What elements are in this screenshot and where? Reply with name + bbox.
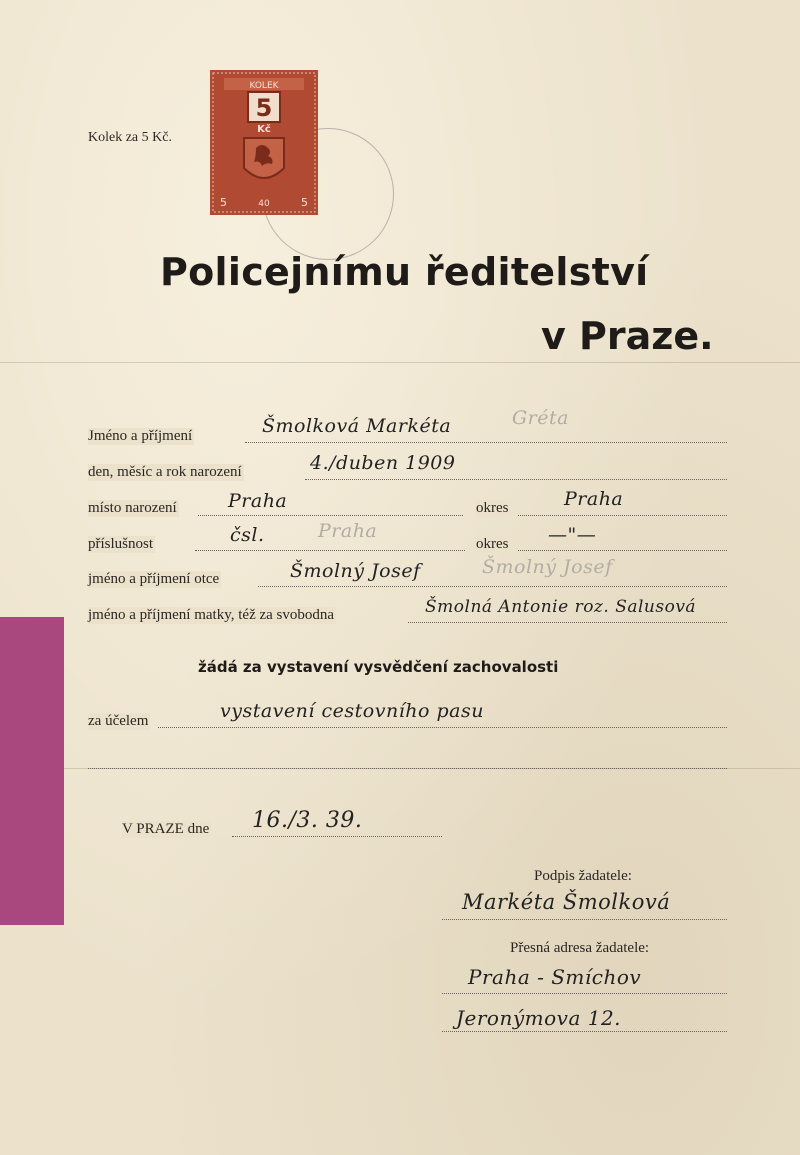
dotted-line bbox=[518, 550, 727, 551]
citizenship-label: příslušnost bbox=[88, 536, 154, 552]
dotted-line bbox=[305, 479, 727, 480]
signature-value: Markéta Šmolková bbox=[462, 890, 671, 914]
citizenship-alt-value: Praha bbox=[318, 520, 378, 542]
stamp-value: 5 bbox=[255, 94, 273, 122]
address-line1: Praha - Smíchov bbox=[468, 965, 642, 989]
mother-label: jméno a příjmení matky, též za svobodna bbox=[88, 607, 335, 623]
citizenship-value: čsl. bbox=[230, 524, 265, 546]
dotted-line bbox=[158, 727, 727, 728]
birth-value: 4./duben 1909 bbox=[310, 452, 456, 474]
stamp-currency: Kč bbox=[257, 124, 271, 135]
birthplace-value: Praha bbox=[228, 490, 288, 512]
mother-value: Šmolná Antonie roz. Salusová bbox=[425, 597, 697, 617]
address-line2: Jeronýmova 12. bbox=[456, 1006, 622, 1030]
stamp-bottom-text: 40 bbox=[258, 199, 270, 209]
father-label: jméno a příjmení otce bbox=[88, 571, 220, 587]
stamp-top-text: KOLEK bbox=[249, 81, 279, 91]
dotted-line bbox=[258, 586, 727, 587]
dotted-line bbox=[408, 622, 727, 623]
dotted-line bbox=[442, 993, 727, 994]
district-value: Praha bbox=[564, 488, 624, 510]
dotted-line bbox=[195, 550, 465, 551]
stamp-note: Kolek za 5 Kč. bbox=[88, 130, 172, 145]
magenta-marker-tab bbox=[0, 617, 64, 925]
document-title-city: v Praze. bbox=[541, 314, 714, 358]
purpose-label: za účelem bbox=[88, 713, 149, 729]
date-value: 16./3. 39. bbox=[252, 808, 363, 833]
signature-label: Podpis žadatele: bbox=[534, 868, 632, 884]
dotted-line bbox=[442, 919, 727, 920]
district-label: okres bbox=[476, 500, 509, 516]
name-alt-value: Gréta bbox=[512, 407, 569, 429]
father-alt-value: Šmolný Josef bbox=[482, 556, 613, 578]
birth-label: den, měsíc a rok narození bbox=[88, 464, 242, 480]
district2-label: okres bbox=[476, 536, 509, 552]
address-label: Přesná adresa žadatele: bbox=[510, 940, 650, 956]
date-label: V PRAZE dne bbox=[122, 821, 210, 837]
district2-value: —"— bbox=[548, 524, 597, 546]
dotted-line bbox=[518, 515, 727, 516]
dotted-line bbox=[442, 1031, 727, 1032]
birthplace-label: místo narození bbox=[88, 500, 177, 516]
paper-fold-line bbox=[0, 362, 800, 363]
dotted-line bbox=[245, 442, 727, 443]
dotted-line bbox=[232, 836, 442, 837]
name-value: Šmolková Markéta bbox=[262, 415, 452, 437]
purpose-value: vystavení cestovního pasu bbox=[220, 700, 484, 722]
name-label: Jméno a příjmení bbox=[88, 428, 193, 444]
revenue-stamp bbox=[210, 70, 318, 215]
stamp-corner-right: 5 bbox=[301, 196, 308, 209]
father-value: Šmolný Josef bbox=[290, 560, 421, 582]
request-heading: žádá za vystavení vysvědčení zachovalosti bbox=[198, 658, 559, 676]
stamp-corner-left: 5 bbox=[220, 196, 227, 209]
dotted-line bbox=[198, 515, 463, 516]
document-title: Policejnímu ředitelství bbox=[160, 250, 649, 294]
dotted-line bbox=[88, 768, 727, 769]
